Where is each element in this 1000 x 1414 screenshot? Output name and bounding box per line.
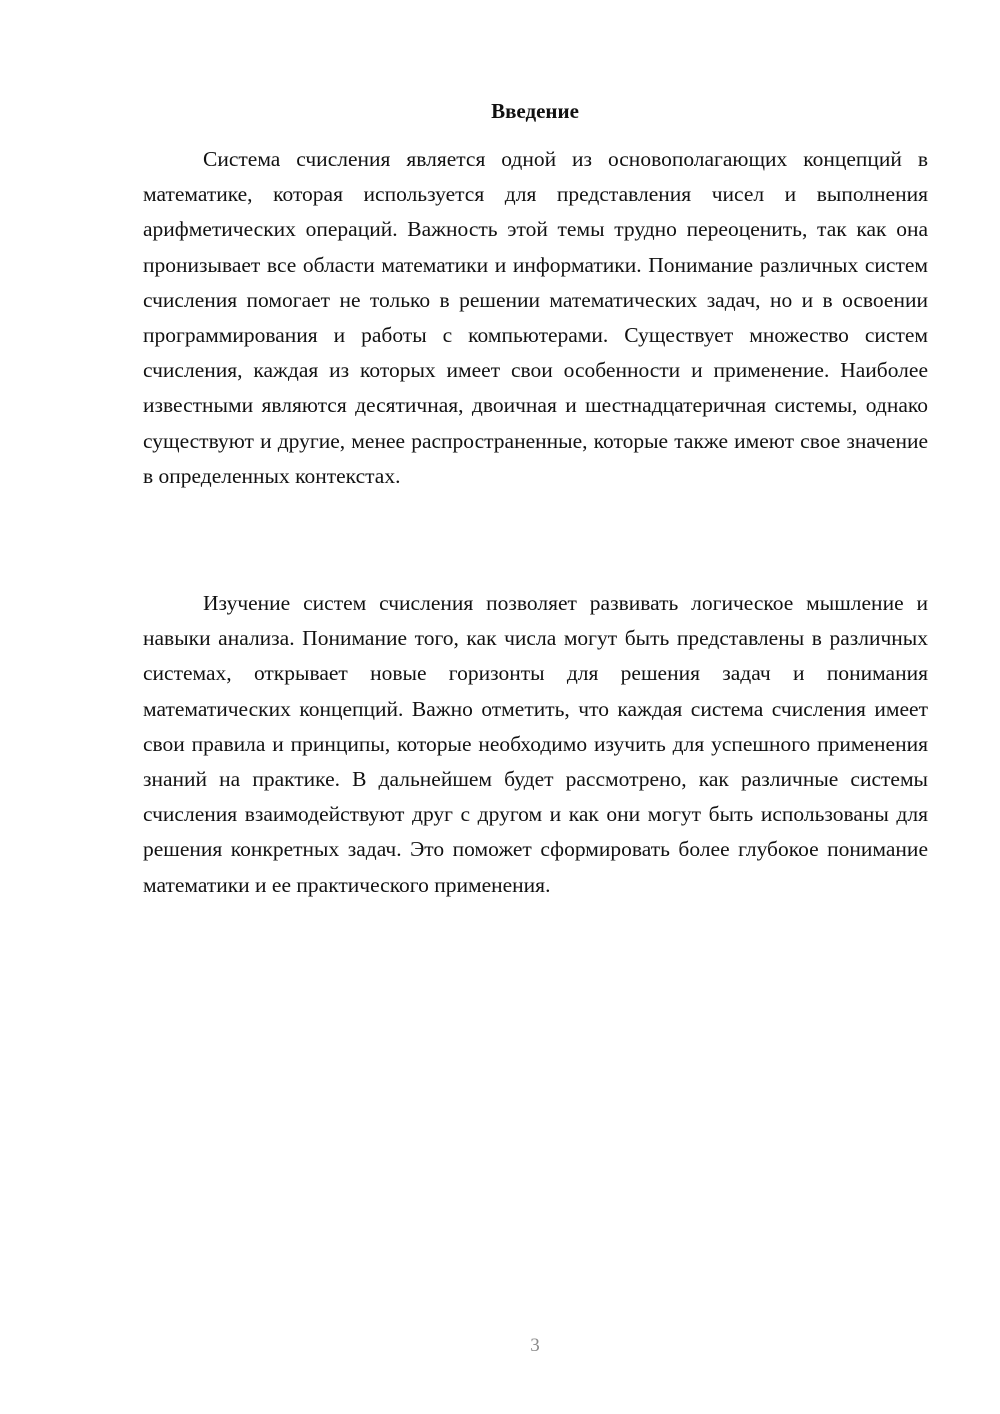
page-number: 3 [530, 1335, 540, 1356]
paragraph-1: Система счисления является одной из основополагающих концепций в математике, которая используется для представления чисел и выполнения арифметических операций. Важность этой темы трудно переоценить, так как она пронизывает все области математики и информатики. Понимание различных систем счисления помогает не только в решении математических задач, но и в освоении программирования и работы с компьютерами. Существует множество систем счисления, каждая из которых имеет свои особенности и применение. Наиболее известными являются десятичная, двоичная и шестнадцатеричная системы, однако существуют и другие, менее распространенные, которые также имеют свое значение в определенных контекстах. [143, 147, 928, 488]
paragraph-2: Изучение систем счисления позволяет развивать логическое мышление и навыки анализа. Понимание того, как числа могут быть представлены в различных системах, открывает новые горизонты для решения задач и понимания математических концепций. Важно отметить, что каждая система счисления имеет свои правила и принципы, которые необходимо изучить для успешного применения знаний на практике. В дальнейшем будет рассмотрено, как различные системы счисления взаимодействуют друг с другом и как они могут быть использованы для решения конкретных задач. Это поможет сформировать более глубокое понимание математики и ее практического применения. [143, 591, 928, 897]
section-heading: Введение [491, 99, 579, 123]
